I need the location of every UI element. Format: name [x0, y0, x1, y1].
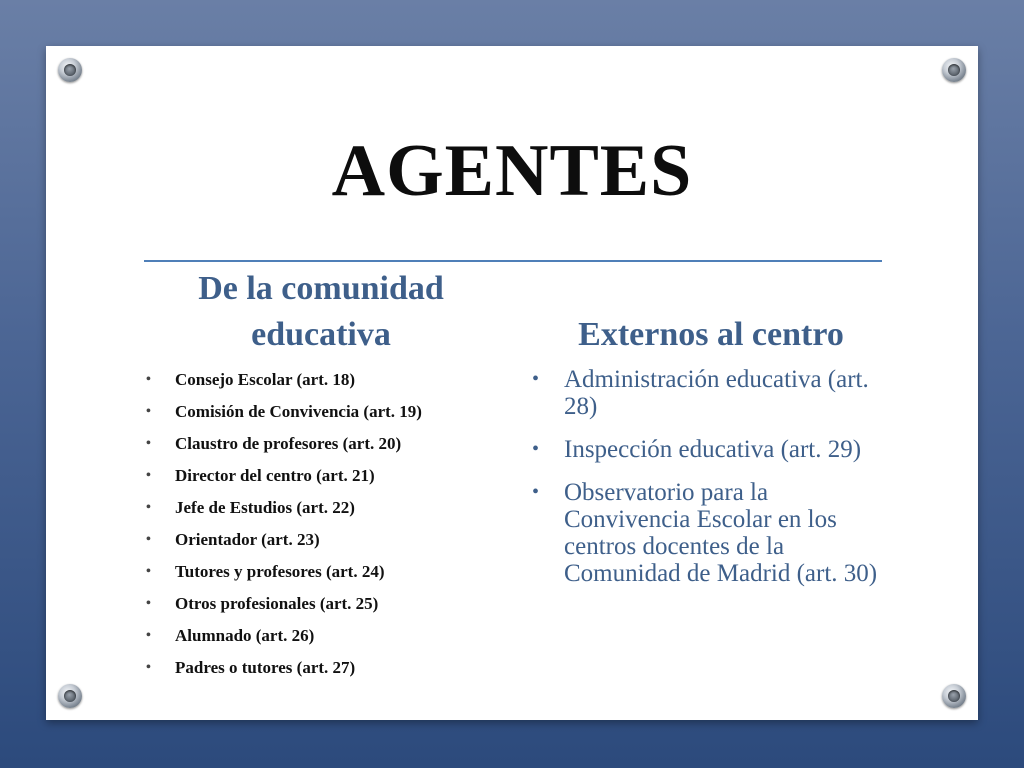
list-item-text: Director del centro (art. 21) — [175, 466, 375, 485]
list-item-text: Otros profesionales (art. 25) — [175, 594, 379, 613]
bullet-icon: • — [146, 500, 151, 515]
list-item — [526, 479, 896, 587]
bullet-icon: • — [146, 532, 151, 547]
pushpin-icon — [58, 684, 82, 708]
list-item — [526, 366, 896, 420]
right-bullet-list — [526, 366, 896, 587]
list-item — [526, 436, 896, 463]
bullet-icon: • — [146, 468, 151, 483]
bullet-icon: • — [146, 660, 151, 675]
left-bullet-list — [141, 366, 501, 686]
list-item — [141, 430, 501, 462]
list-item-text: Orientador (art. 23) — [175, 530, 320, 549]
bullet-icon: • — [146, 436, 151, 451]
slide-title: AGENTES — [331, 130, 693, 212]
right-column — [526, 266, 896, 603]
list-item — [141, 366, 501, 398]
left-heading-line1: De la comunidad — [198, 270, 444, 307]
list-item-text: Tutores y profesores (art. 24) — [175, 562, 385, 581]
list-item — [141, 590, 501, 622]
left-heading-line2: educativa — [251, 316, 391, 353]
bullet-icon: • — [532, 368, 540, 390]
list-item-text: Alumnado (art. 26) — [175, 626, 315, 645]
list-item — [141, 558, 501, 590]
pushpin-icon — [942, 58, 966, 82]
list-item — [141, 398, 501, 430]
list-item-text: Consejo Escolar (art. 18) — [175, 370, 356, 389]
slide-card — [46, 46, 978, 720]
list-item-text: Observatorio para la Convivencia Escolar en los centros docentes de la Comunidad de Madrid (art. 30) — [564, 479, 878, 587]
right-column-heading: Externos al centro — [578, 316, 844, 353]
bullet-icon: • — [532, 481, 540, 503]
left-column-heading — [141, 266, 501, 358]
list-item-text: Comisión de Convivencia (art. 19) — [175, 402, 422, 421]
bullet-icon: • — [146, 628, 151, 643]
list-item-text: Claustro de profesores (art. 20) — [175, 434, 402, 453]
bullet-icon: • — [146, 564, 151, 579]
bullet-icon: • — [532, 438, 540, 460]
list-item — [141, 526, 501, 558]
list-item-text: Inspección educativa (art. 29) — [564, 436, 862, 463]
bullet-icon: • — [146, 372, 151, 387]
list-item — [141, 654, 501, 686]
bullet-icon: • — [146, 596, 151, 611]
pushpin-icon — [58, 58, 82, 82]
list-item-text: Administración educativa (art. 28) — [564, 366, 869, 420]
title-divider — [144, 260, 882, 262]
list-item — [141, 622, 501, 654]
left-column — [141, 266, 501, 686]
bullet-icon: • — [146, 404, 151, 419]
list-item — [141, 462, 501, 494]
list-item-text: Jefe de Estudios (art. 22) — [175, 498, 355, 517]
list-item — [141, 494, 501, 526]
pushpin-icon — [942, 684, 966, 708]
list-item-text: Padres o tutores (art. 27) — [175, 658, 356, 677]
